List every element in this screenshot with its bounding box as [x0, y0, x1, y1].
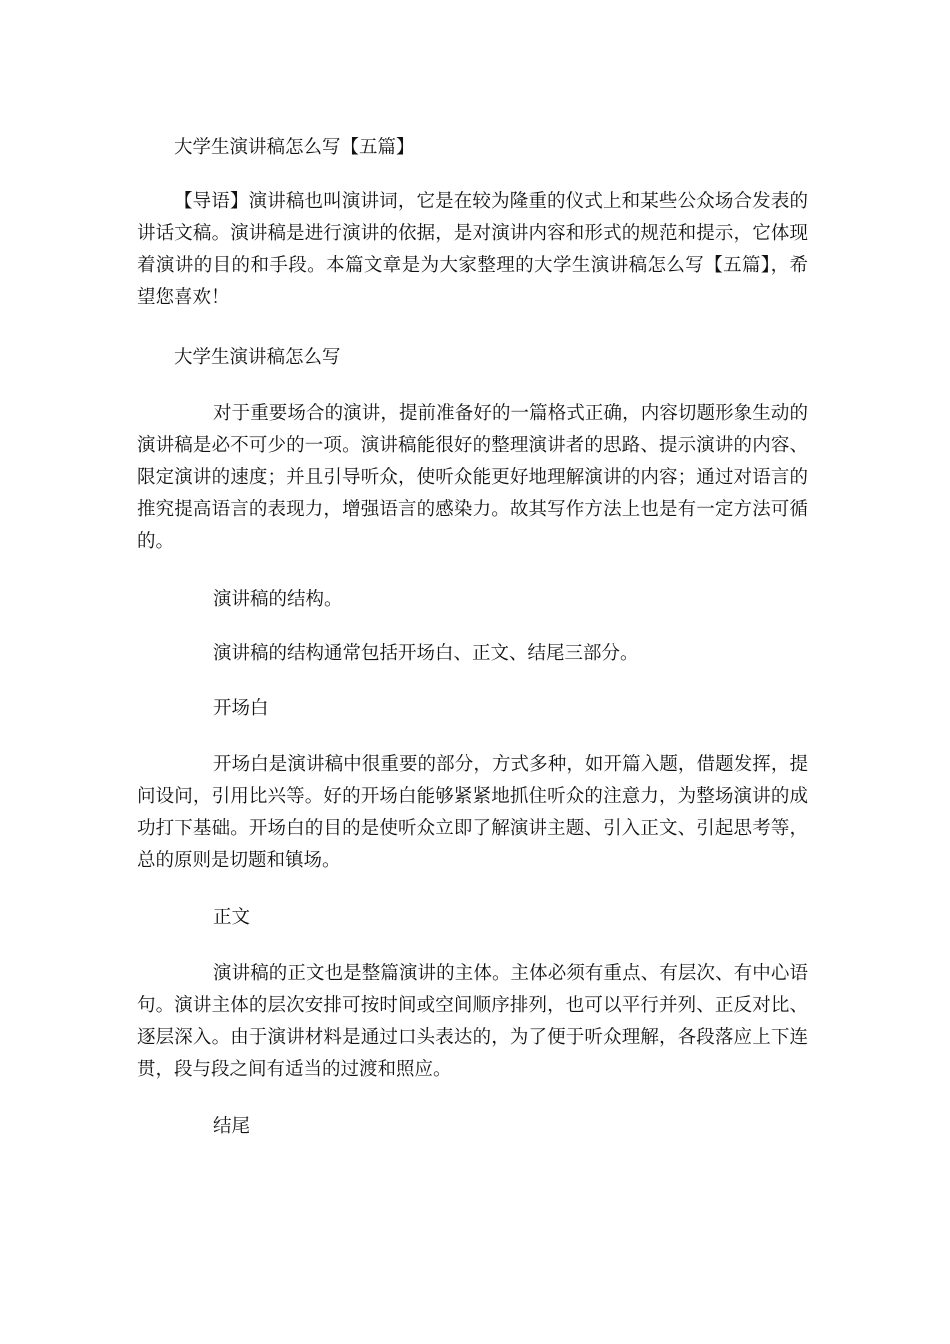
heading-structure: 演讲稿的结构。 — [213, 589, 343, 610]
section-title: 大学生演讲稿怎么写 — [174, 347, 341, 368]
document-title: 大学生演讲稿怎么写【五篇】 — [174, 137, 415, 158]
structure-description: 演讲稿的结构通常包括开场白、正文、结尾三部分。 — [213, 643, 639, 664]
intro-paragraph: 【导语】演讲稿也叫演讲词，它是在较为隆重的仪式上和某些公众场合发表的讲话文稿。演讲稿是进行演讲的依据，是对演讲内容和形式的规范和提示，它体现着演讲的目的和手段。本篇文章是为大家整理的大学生演讲稿怎么写【五篇】，希望您喜欢！ — [137, 191, 808, 308]
heading-ending: 结尾 — [213, 1116, 251, 1137]
heading-opening: 开场白 — [213, 698, 269, 719]
paragraph-body: 演讲稿的正文也是整篇演讲的主体。主体必须有重点、有层次、有中心语句。演讲主体的层次安排可按时间或空间顺序排列，也可以平行并列、正反对比、逐层深入。由于演讲材料是通过口头表达的，为了便于听众理解，各段落应上下连贯，段与段之间有适当的过渡和照应。 — [137, 963, 808, 1080]
paragraph-importance: 对于重要场合的演讲，提前准备好的一篇格式正确，内容切题形象生动的演讲稿是必不可少的一项。演讲稿能很好的整理演讲者的思路、提示演讲的内容、限定演讲的速度；并且引导听众，使听众能更好地理解演讲的内容；通过对语言的推究提高语言的表现力，增强语言的感染力。故其写作方法上也是有一定方法可循的。 — [137, 403, 808, 552]
paragraph-opening: 开场白是演讲稿中很重要的部分，方式多种，如开篇入题，借题发挥，提问设问，引用比兴等。好的开场白能够紧紧地抓住听众的注意力，为整场演讲的成功打下基础。开场白的目的是使听众立即了解演讲主题、引入正文、引起思考等，总的原则是切题和镇场。 — [137, 754, 808, 871]
heading-body: 正文 — [213, 907, 251, 928]
